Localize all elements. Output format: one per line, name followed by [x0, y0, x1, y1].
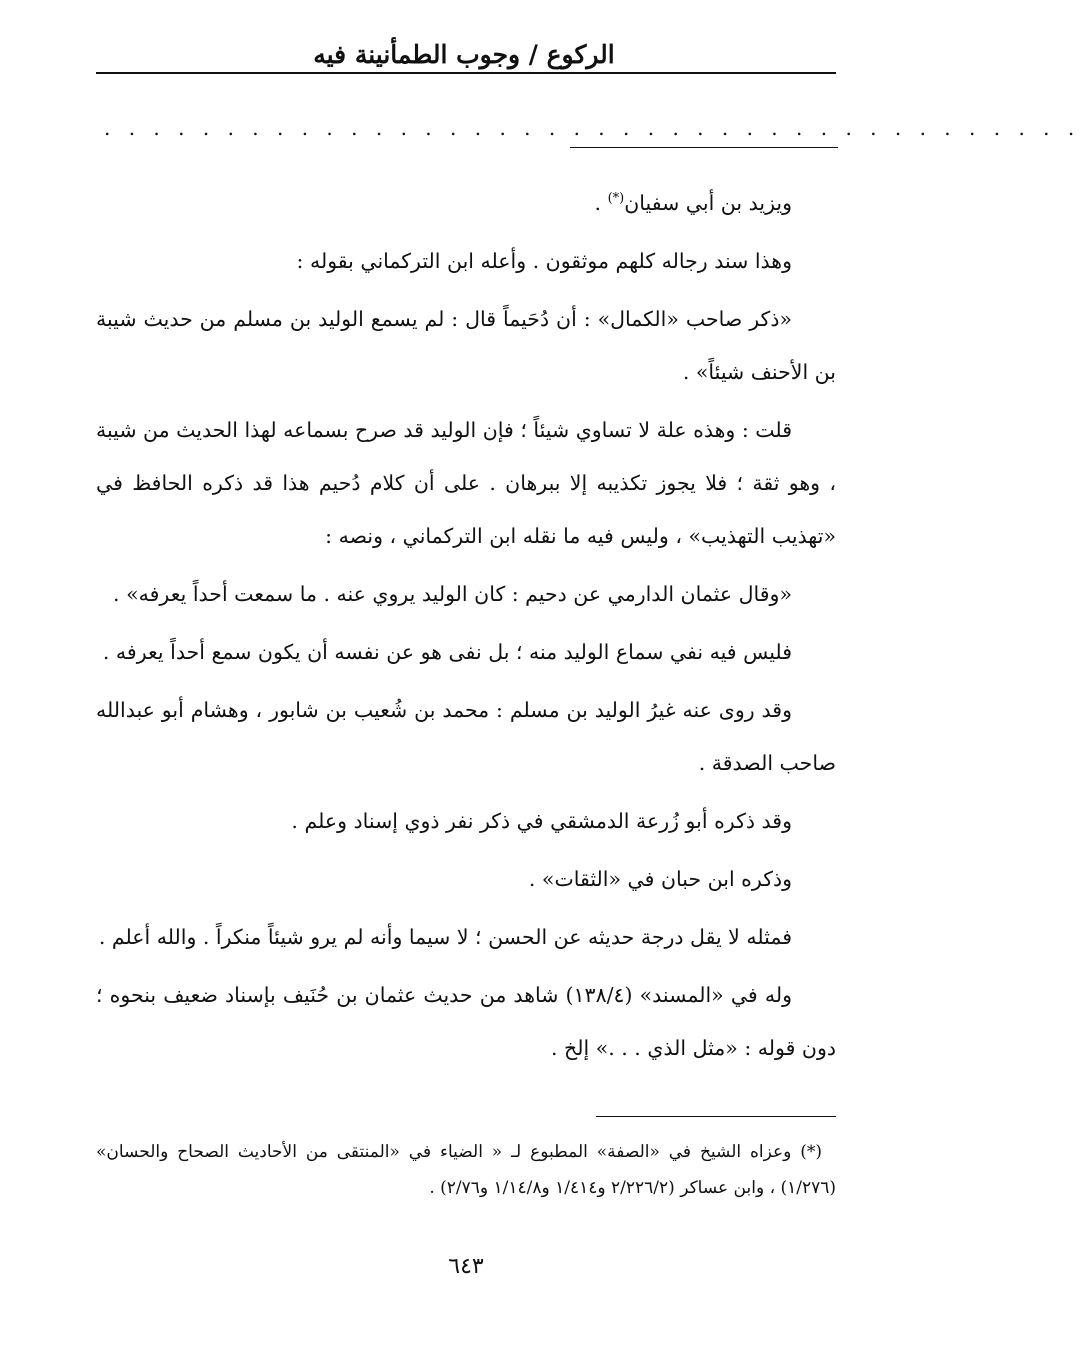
paragraph: «ذكر صاحب «الكمال» : أن دُحَيماً قال : لم يسمع الوليد بن مسلم من حديث شيبة بن الأحنف شيئاً» .	[96, 306, 836, 384]
paragraph: وهذا سند رجاله كلهم موثقون . وأعله ابن التركماني بقوله :	[296, 248, 792, 273]
paragraph: وقد ذكره أبو زُرعة الدمشقي في ذكر نفر ذوي إسناد وعلم .	[291, 808, 792, 833]
paragraph: وقد روى عنه غيرُ الوليد بن مسلم : محمد بن شُعيب بن شابور ، وهشام أبو عبدالله صاحب الصدقة .	[96, 697, 836, 775]
paragraph: فليس فيه نفي سماع الوليد منه ؛ بل نفى هو عن نفسه أن يكون سمع أحداً يعرفه .	[102, 639, 792, 664]
page-number: ٦٤٣	[448, 1254, 484, 1279]
ellipsis-dots: . . . . . . . . . . . . . . . . . . . . . . . . . . . . . . . . . . . . . . . .	[104, 116, 1080, 140]
paragraph: وله في «المسند» (١٣٨/٤) شاهد من حديث عثمان بن حُنَيف بإسناد ضعيف بنحوه ؛ دون قوله : «مثل الذي . . .» إلخ .	[96, 982, 836, 1060]
paragraph: قلت : وهذه علة لا تساوي شيئاً ؛ فإن الوليد قد صرح بسماعه لهذا الحديث من شيبة ، وهو ثقة ؛ فلا يجوز تكذيبه إلا ببرهان . على أن كلام دُحيم هذا قد ذكره الحافظ في «تهذيب التهذيب» ، وليس فيه ما نقله ابن التركماني ، ونصه :	[96, 417, 836, 548]
paragraph: وذكره ابن حبان في «الثقات» .	[528, 866, 792, 891]
footnote-marker: (*)	[607, 191, 625, 206]
footnote-text: (*) وعزاه الشيخ في «الصفة» المطبوع لـ « الضياء في «المنتقى من الأحاديث الصحاح والحسان» (١/٢٧٦) ، وابن عساكر (٢/٢٢٦/٢ و١/٤١٤ و١/١٤/٨ و٢/٧٦) .	[96, 1142, 836, 1198]
footnote	[96, 1134, 836, 1206]
paragraph: «وقال عثمان الدارمي عن دحيم : كان الوليد يروي عنه . ما سمعت أحداً يعرفه» .	[113, 581, 792, 606]
running-header-title: الركوع / وجوب الطمأنينة فيه	[313, 40, 615, 69]
paragraph: ويزيد بن أبي سفيان(*) .	[594, 190, 792, 215]
paragraph: فمثله لا يقل درجة حديثه عن الحسن ؛ لا سيما وأنه لم يرو شيئاً منكراً . والله أعلم .	[98, 924, 792, 949]
footnote-divider	[596, 1116, 836, 1117]
dots-divider	[570, 147, 838, 148]
main-text	[96, 172, 836, 1080]
header-divider	[96, 72, 836, 74]
